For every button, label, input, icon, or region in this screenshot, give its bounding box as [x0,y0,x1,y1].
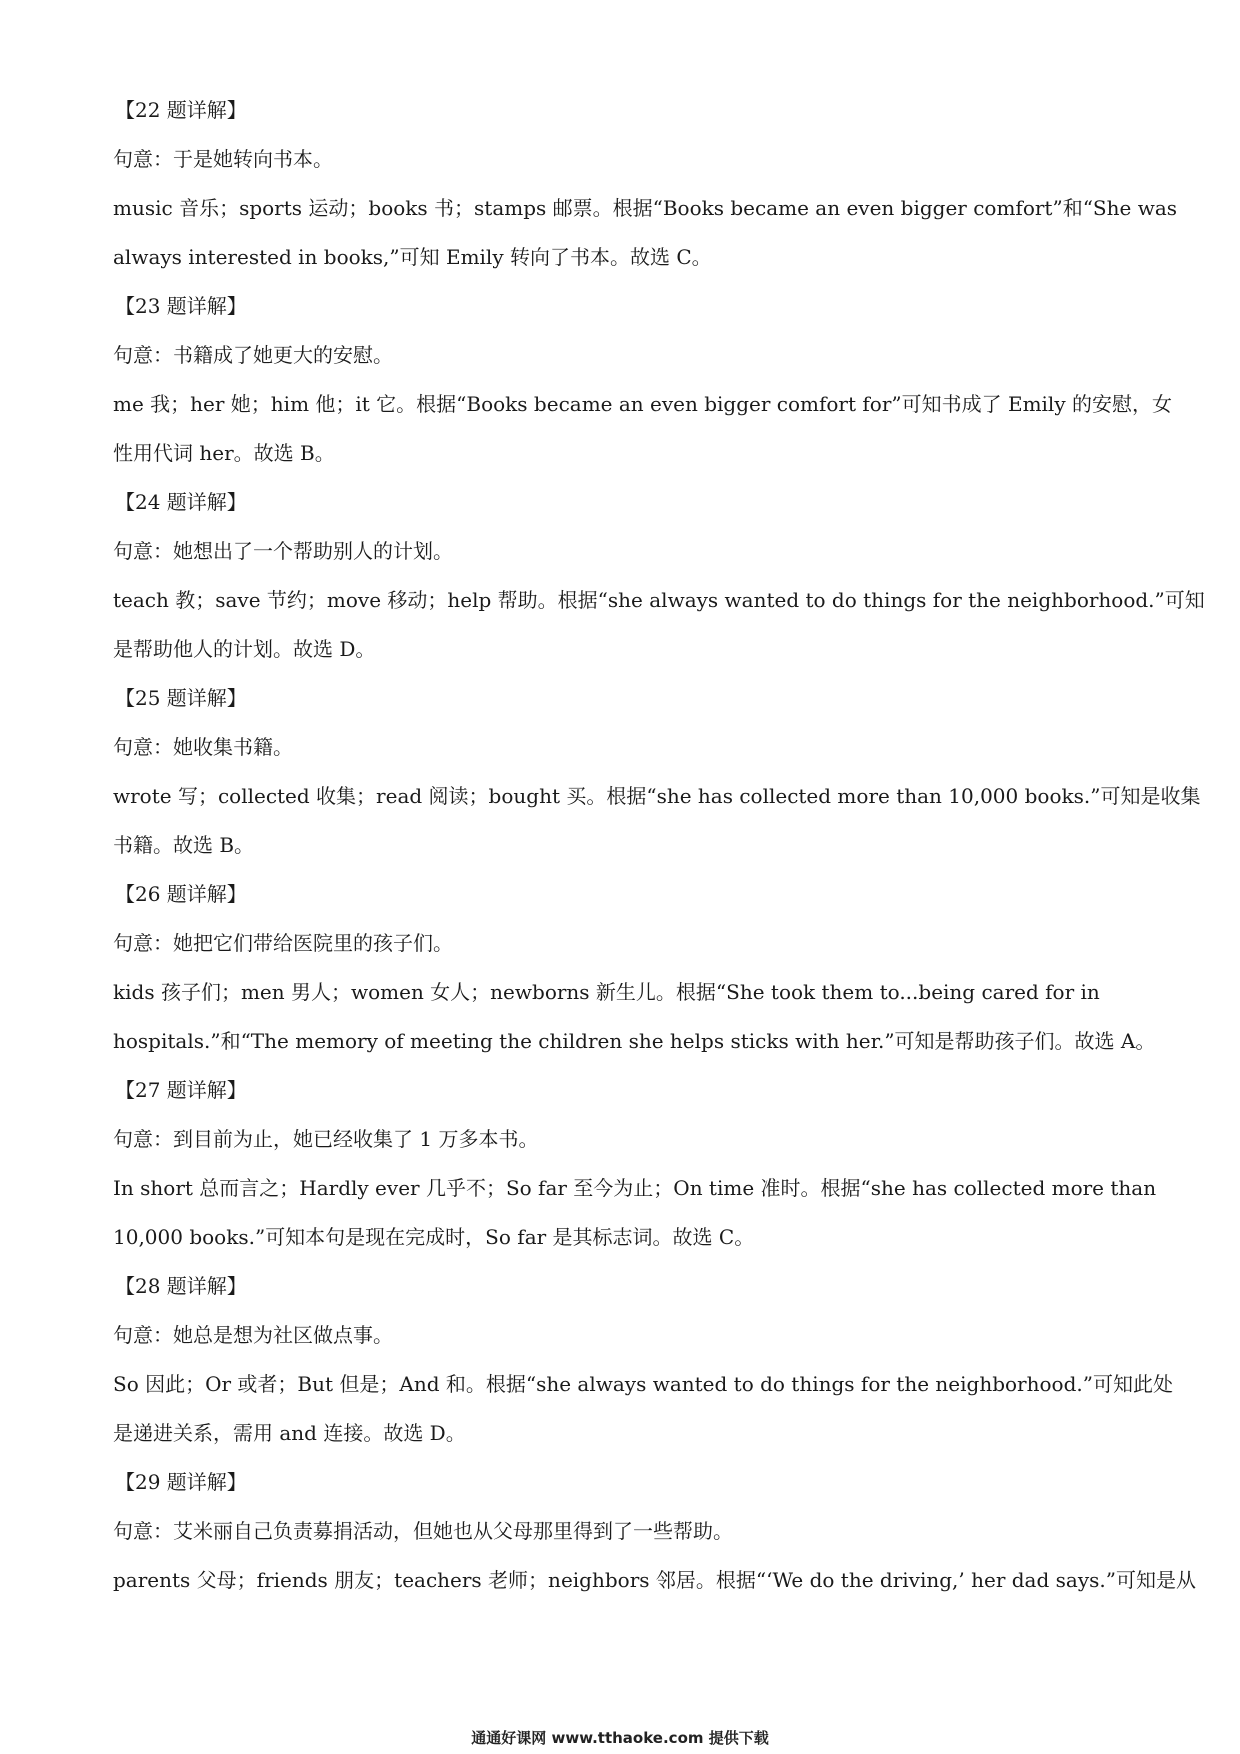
question-explanation-section [113,686,1201,882]
section-heading: 【25 题详解】 [115,686,247,710]
explanation-line: 10,000 books.”可知本句是现在完成时，So far 是其标志词。故选 C。 [113,1225,755,1249]
question-explanation-section [113,882,1156,1078]
section-heading: 【22 题详解】 [115,98,247,122]
explanation-line: 是递进关系，需用 and 连接。故选 D。 [113,1421,466,1445]
question-explanation-section [113,1470,1196,1617]
explanation-line: kids 孩子们；men 男人；women 女人；newborns 新生儿。根据“She took them to...being cared for in [113,980,1100,1004]
question-explanation-section [113,98,1178,294]
sentence-meaning: 句意：书籍成了她更大的安慰。 [113,343,393,367]
explanation-line: 是帮助他人的计划。故选 D。 [113,637,376,661]
explanation-line: parents 父母；friends 朋友；teachers 老师；neighbors 邻居。根据“‘We do the driving,’ her dad says.”可知是从 [113,1568,1196,1592]
section-heading: 【26 题详解】 [115,882,247,906]
explanation-line: wrote 写；collected 收集；read 阅读；bought 买。根据“she has collected more than 10,000 books.”可知是收集 [113,784,1201,808]
sentence-meaning: 句意：她把它们带给医院里的孩子们。 [113,931,453,955]
question-explanation-section [113,294,1172,490]
section-heading: 【24 题详解】 [115,490,247,514]
explanation-line: me 我；her 她；him 他；it 它。根据“Books became an even bigger comfort for”可知书成了 Emily 的安慰，女 [113,392,1172,416]
explanation-line: In short 总而言之；Hardly ever 几乎不；So far 至今为止；On time 准时。根据“she has collected more than [113,1176,1157,1200]
sentence-meaning: 句意：到目前为止，她已经收集了 1 万多本书。 [113,1127,539,1151]
question-explanation-section [113,1078,1157,1274]
sentence-meaning: 句意：她想出了一个帮助别人的计划。 [113,539,453,563]
sentence-meaning: 句意：她总是想为社区做点事。 [113,1323,393,1347]
explanation-line: music 音乐；sports 运动；books 书；stamps 邮票。根据“Books became an even bigger comfort”和“She was [113,196,1178,220]
explanation-line: hospitals.”和“The memory of meeting the children she helps sticks with her.”可知是帮助孩子们。故选 A。 [113,1029,1156,1053]
explanation-line: So 因此；Or 或者；But 但是；And 和。根据“she always wanted to do things for the neighborhood.”可知此处 [113,1372,1173,1396]
page-footer: 通通好课网 www.tthaoke.com 提供下载 [471,1729,769,1747]
sentence-meaning: 句意：她收集书籍。 [113,735,293,759]
section-heading: 【29 题详解】 [115,1470,247,1494]
section-heading: 【28 题详解】 [115,1274,247,1298]
explanation-line: teach 教；save 节约；move 移动；help 帮助。根据“she always wanted to do things for the neighborhood.”可知 [113,588,1205,612]
section-heading: 【27 题详解】 [115,1078,247,1102]
explanation-line: always interested in books,”可知 Emily 转向了书本。故选 C。 [113,245,712,269]
section-heading: 【23 题详解】 [115,294,247,318]
question-explanation-section [113,490,1205,686]
sentence-meaning: 句意：艾米丽自己负责募捐活动，但她也从父母那里得到了一些帮助。 [113,1519,733,1543]
question-explanation-section [113,1274,1173,1470]
explanation-line: 书籍。故选 B。 [113,833,255,857]
sentence-meaning: 句意：于是她转向书本。 [113,147,333,171]
explanation-line: 性用代词 her。故选 B。 [113,441,335,465]
document-body [113,98,1205,1617]
